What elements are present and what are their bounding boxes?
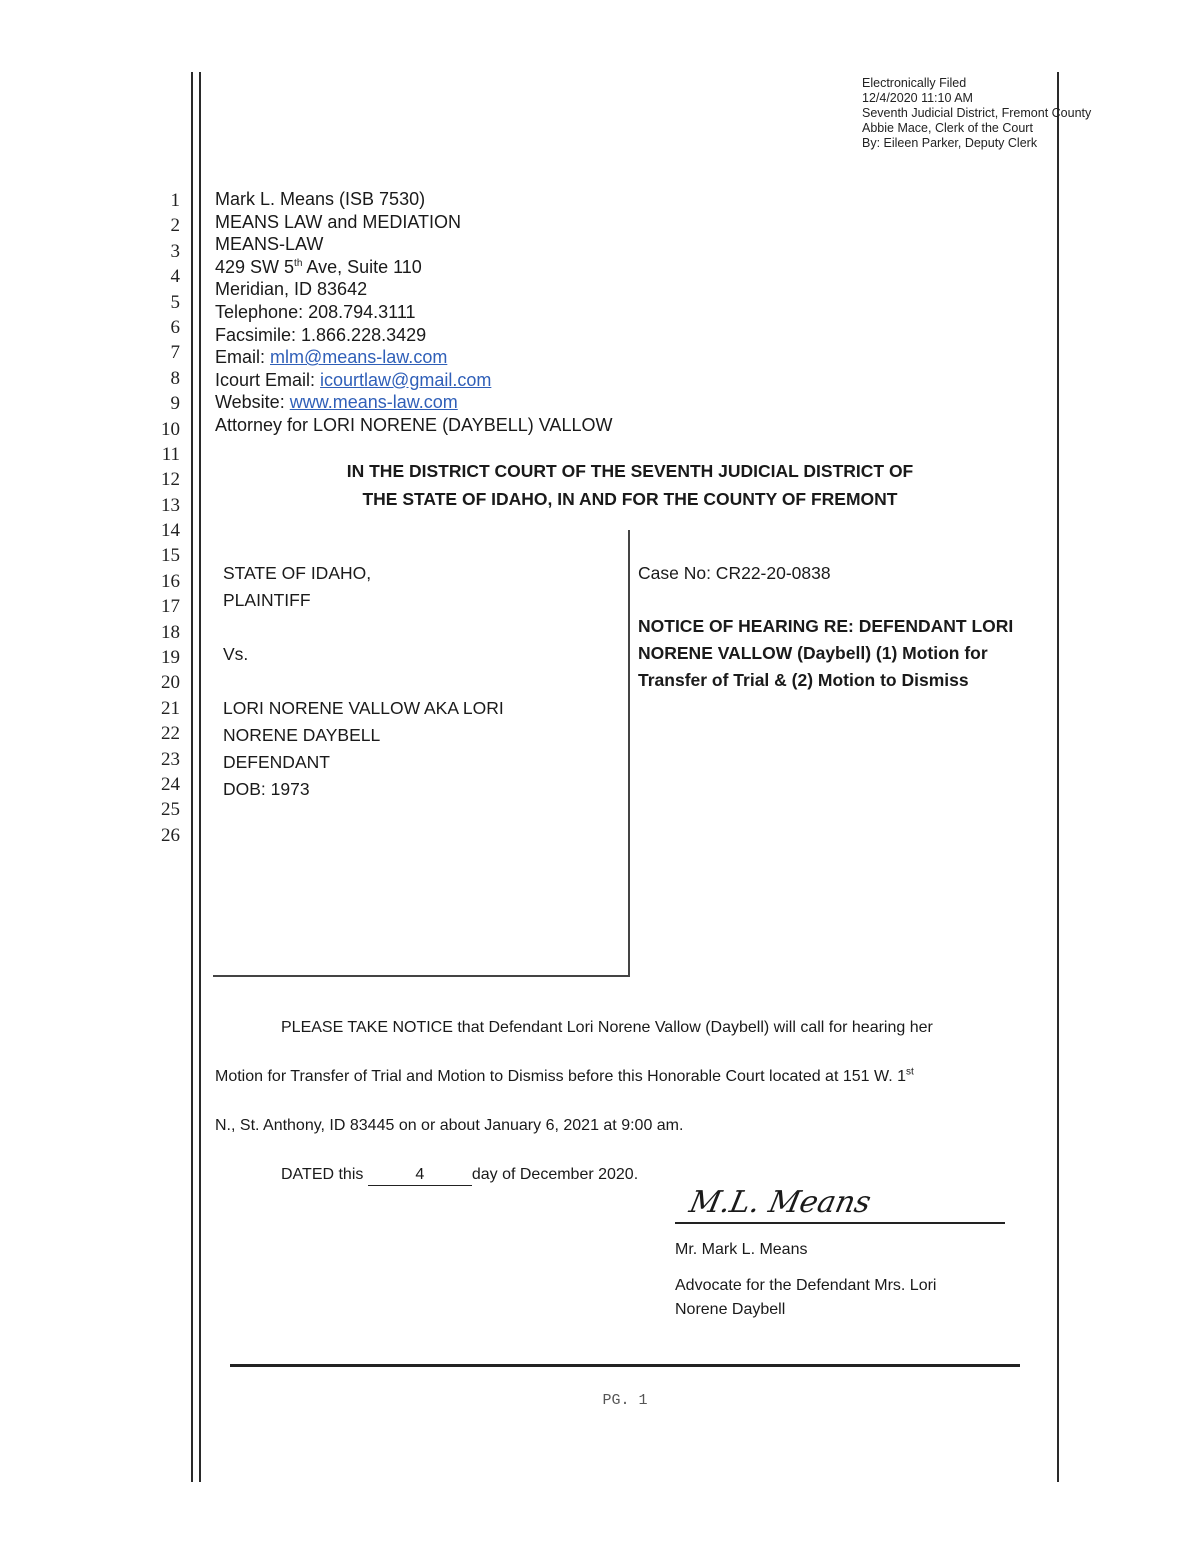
line-number: 16: [161, 570, 180, 592]
case-number: Case No: CR22-20-0838: [638, 563, 831, 583]
email-link[interactable]: mlm@means-law.com: [270, 347, 448, 368]
stamp-line: Electronically Filed: [862, 76, 967, 90]
court-heading: [215, 457, 1045, 513]
line-number: 9: [170, 393, 180, 415]
notice-body: [215, 1003, 1045, 1199]
document-title-line: NOTICE OF HEARING RE: DEFENDANT LORI: [638, 616, 1014, 636]
footer-rule: [230, 1364, 1020, 1367]
line-number: 13: [161, 494, 180, 516]
dated-suffix: day of December 2020.: [471, 1166, 639, 1183]
line-number: 7: [170, 342, 180, 364]
defendant-dob: DOB: 1973: [223, 779, 310, 799]
line-number: 23: [161, 748, 180, 770]
attorney-block: [215, 188, 815, 437]
email-row: [215, 346, 815, 369]
telephone: Telephone: 208.794.3111: [215, 301, 416, 322]
street-address: [215, 256, 815, 279]
line-number: 25: [161, 799, 180, 821]
defendant-name-line: NORENE DAYBELL: [223, 725, 381, 745]
address-post: Ave, Suite 110: [302, 256, 422, 277]
line-number: 22: [161, 723, 180, 745]
caption-case-info: [638, 560, 1048, 694]
spacer: [223, 614, 613, 641]
dated-day: 4: [368, 1165, 472, 1186]
body-line: PLEASE TAKE NOTICE that Defendant Lori Norene Vallow (Daybell) will call for hearing her: [281, 1019, 933, 1036]
address-pre: 429 SW 5: [215, 256, 295, 277]
line-number: 18: [161, 621, 180, 643]
caption-divider-horizontal: [213, 975, 630, 977]
email-label: Email:: [215, 347, 271, 368]
icourt-email-link[interactable]: icourtlaw@gmail.com: [320, 369, 492, 390]
signature-line: [675, 1222, 1005, 1224]
facsimile: Facsimile: 1.866.228.3429: [215, 324, 427, 345]
line-number: 3: [170, 240, 180, 262]
dated-prefix: DATED this: [281, 1166, 368, 1183]
left-margin-rule-outer: [191, 72, 193, 1482]
signature-block: [675, 1238, 1035, 1322]
address-sup: th: [294, 257, 303, 269]
stamp-line: By: Eileen Parker, Deputy Clerk: [862, 136, 1038, 150]
stamp-line: Seventh Judicial District, Fremont County: [862, 106, 1092, 120]
website-label: Website:: [215, 392, 290, 413]
line-number: 5: [170, 291, 180, 313]
icourt-email-row: [215, 369, 815, 392]
line-number: 21: [161, 697, 180, 719]
ordinal-sup: st: [906, 1066, 914, 1078]
line-number: 11: [161, 443, 180, 465]
line-number: 4: [170, 266, 180, 288]
dated-line: [215, 1150, 1045, 1199]
plaintiff-role: PLAINTIFF: [223, 590, 311, 610]
firm-short-name: MEANS-LAW: [215, 234, 324, 255]
line-number: 2: [170, 215, 180, 237]
signer-name: Mr. Mark L. Means: [675, 1241, 808, 1258]
attorney-name: Mark L. Means (ISB 7530): [215, 189, 426, 209]
stamp-line: 12/4/2020 11:10 AM: [862, 91, 973, 105]
city-state-zip: Meridian, ID 83642: [215, 279, 368, 300]
caption-divider-vertical: [628, 530, 630, 976]
line-number: 12: [161, 469, 180, 491]
defendant-role: DEFENDANT: [223, 752, 330, 772]
stamp-line: Abbie Mace, Clerk of the Court: [862, 121, 1033, 135]
body-line: N., St. Anthony, ID 83445 on or about January 6, 2021 at 9:00 am.: [215, 1117, 684, 1134]
document-title-line: NORENE VALLOW (Daybell) (1) Motion for: [638, 643, 988, 663]
line-number: 26: [161, 824, 180, 846]
line-number: 17: [161, 596, 180, 618]
line-number: 19: [161, 647, 180, 669]
line-number: 20: [161, 672, 180, 694]
body-line-text: Motion for Transfer of Trial and Motion to Dismiss before this Honorable Court located at 151 W. 1: [215, 1068, 906, 1085]
defendant-name-line: LORI NORENE VALLOW AKA LORI: [223, 698, 504, 718]
document-title-line: Transfer of Trial & (2) Motion to Dismiss: [638, 670, 969, 690]
website-link[interactable]: www.means-law.com: [289, 392, 458, 413]
signer-role-line: Advocate for the Defendant Mrs. Lori: [675, 1277, 937, 1294]
electronic-filing-stamp: [862, 76, 1192, 151]
page-number: PG. 1: [602, 1392, 648, 1409]
line-number: 1: [170, 190, 180, 211]
left-margin-rule-inner: [199, 72, 201, 1482]
handwritten-signature: M.L. Means: [686, 1185, 875, 1220]
line-number: 15: [161, 545, 180, 567]
line-number: 10: [161, 418, 180, 440]
spacer: [223, 668, 613, 695]
plaintiff-name: STATE OF IDAHO,: [223, 563, 372, 583]
document-title: [638, 613, 1048, 694]
line-number: 6: [170, 316, 180, 338]
court-heading-line: IN THE DISTRICT COURT OF THE SEVENTH JUDICIAL DISTRICT OF: [346, 461, 914, 481]
caption-parties: [223, 560, 613, 803]
body-line: [215, 1052, 1045, 1101]
signer-role-line: Norene Daybell: [675, 1301, 786, 1318]
line-number: 24: [161, 773, 180, 795]
versus: Vs.: [223, 644, 249, 664]
right-margin-rule: [1057, 72, 1059, 1482]
attorney-for: Attorney for LORI NORENE (DAYBELL) VALLOW: [215, 414, 613, 435]
website-row: [215, 391, 815, 414]
court-heading-line: THE STATE OF IDAHO, IN AND FOR THE COUNTY OF FREMONT: [362, 489, 898, 509]
line-number: 14: [161, 520, 180, 542]
line-number: 8: [170, 367, 180, 389]
icourt-email-label: Icourt Email:: [215, 369, 321, 390]
line-numbers: [140, 188, 180, 848]
firm-name: MEANS LAW and MEDIATION: [215, 211, 462, 232]
